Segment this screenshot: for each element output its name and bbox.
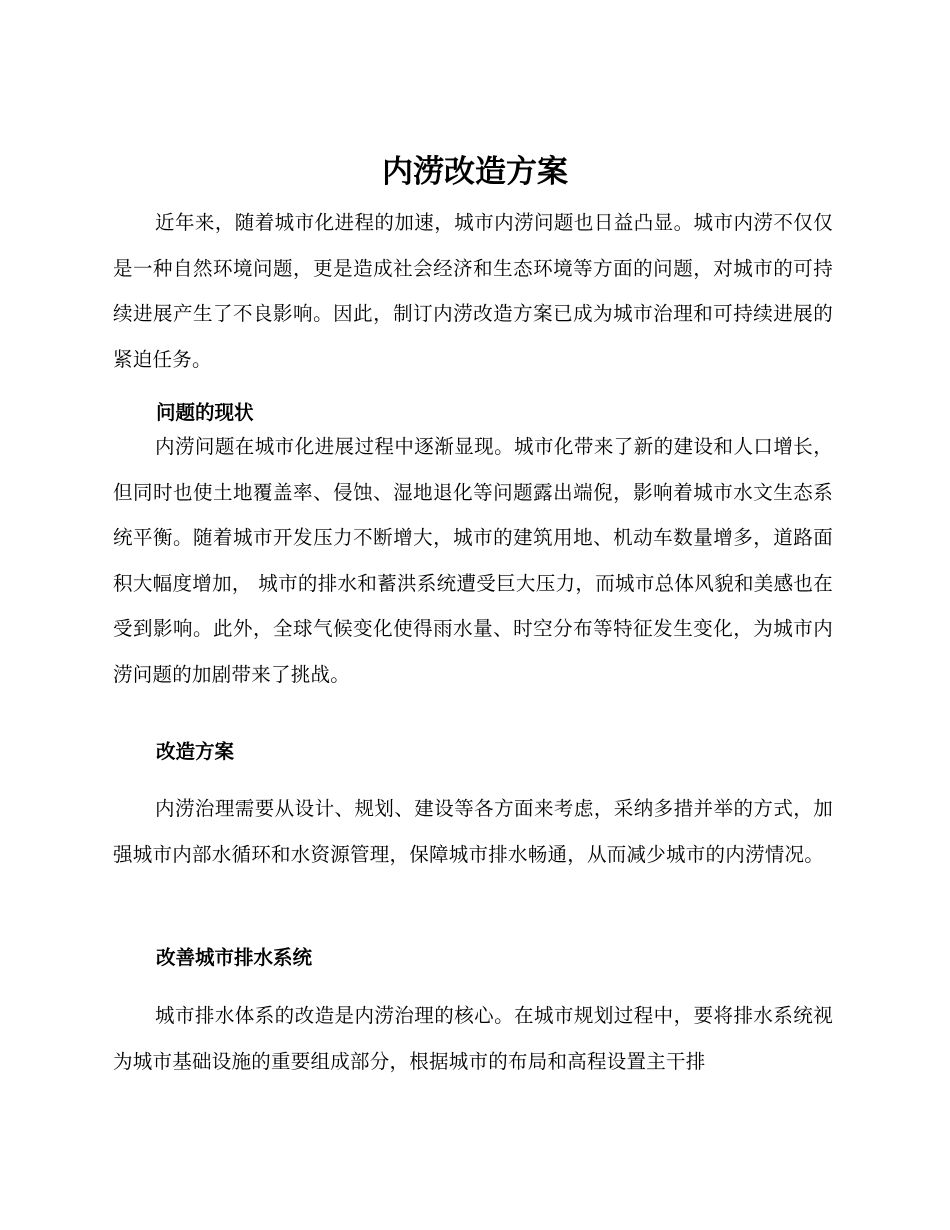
section-body-status: 内涝问题在城市化进展过程中逐渐显现。城市化带来了新的建设和人口增长，但同时也使土地覆盖率、侵蚀、湿地退化等问题露出端倪，影响着城市水文生态系统平衡。随着城市开发压力不断增大，城市的建筑用地、机动车数量增多，道路面积大幅度增加， 城市的排水和蓄洪系统遭受巨大压力，而城市总体风貌和美感也在受到影响。此外，全球气候变化使得雨水量、时空分布等特征发生变化，为城市内涝问题的加剧带来了挑战。 <box>113 435 833 686</box>
section-body-plan: 内涝治理需要从设计、规划、建设等各方面来考虑，采纳多措并举的方式，加强城市内部水循环和水资源管理，保障城市排水畅通，从而减少城市的内涝情况。 <box>113 797 833 866</box>
section-heading-plan: 改造方案 <box>156 740 235 763</box>
intro-paragraph: 近年来，随着城市化进程的加速，城市内涝问题也日益凸显。城市内涝不仅仅是一种自然环境问题，更是造成社会经济和生态环境等方面的问题，对城市的可持续进展产生了不良影响。因此，制订内涝改造方案已成为城市治理和可持续进展的紧迫任务。 <box>113 211 833 371</box>
section-body-drainage: 城市排水体系的改造是内涝治理的核心。在城市规划过程中，要将排水系统视为城市基础设施的重要组成部分，根据城市的布局和高程设置主干排 <box>113 1004 833 1073</box>
document-title: 内涝改造方案 <box>382 154 568 190</box>
section-heading-drainage: 改善城市排水系统 <box>156 946 313 969</box>
section-heading-status: 问题的现状 <box>156 401 254 424</box>
